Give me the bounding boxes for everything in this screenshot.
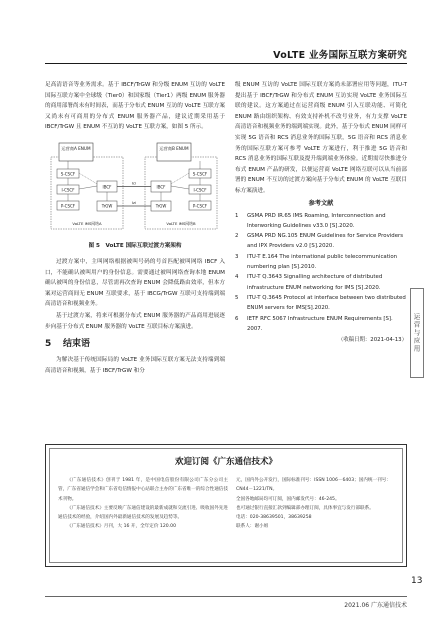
reference-number: 5: [235, 294, 239, 301]
reference-number: 2: [235, 233, 239, 240]
architecture-diagram: [45, 139, 225, 239]
subscription-contact-phone: 电话：020-38639501，38639258: [236, 515, 312, 521]
reference-text: ITU-T Q.3645 Protocol at interface between two distributed ENUM servers for IMS[S].2020.: [247, 294, 406, 312]
reference-text: GSMA PRD IR.65 IMS Roaming, Interconnection and Interworking Guidelines v33.0 [S].2020.: [247, 212, 386, 229]
a-trgw: TrGW: [101, 203, 113, 209]
section-number: 5: [45, 339, 52, 350]
subscription-paragraph: 《广东通信技术》月刊，大 16 开，全年定价 120.00: [67, 524, 176, 530]
running-title: VoLTE 业务国际互联方案研究: [273, 50, 407, 61]
figure-caption: 图 5 VoLTE 国际互联过渡方案架构: [88, 242, 182, 249]
section-heading: [45, 338, 225, 350]
network-b-label: VoLTE IMS网络B: [166, 220, 196, 226]
enum-b-label: 运营商B ENUM: [159, 145, 189, 151]
section-title: 结束语: [63, 339, 91, 350]
section-side-tab: [410, 288, 424, 378]
ici-link-label: Ici: [131, 180, 137, 186]
izi-link-label: Izi: [131, 199, 137, 205]
network-a-label: VoLTE IMS网络A: [72, 220, 102, 226]
side-tab-label: 运营与应用: [412, 313, 421, 353]
figure-5: [45, 139, 225, 239]
a-icscf: I-CSCF: [61, 187, 75, 193]
a-scscf: S-CSCF: [60, 171, 76, 177]
references-list: [235, 211, 407, 335]
reference-text: IETF RFC 5067 Infrastructure ENUM Requirements [S]. 2007.: [247, 315, 393, 332]
subscription-line: 也可通过银行直接汇款到编辑部办理订阅，具体事宜与发行部联系。: [236, 505, 374, 511]
reference-text: GSMA PRD NG.105 ENUM Guidelines for Service Providers and IPX Providers v2.0 [S].2020.: [247, 233, 404, 250]
right-column: [235, 80, 407, 346]
left-column: [45, 80, 225, 377]
subscription-contact-person: 联系人：谢小姐: [236, 524, 269, 530]
subscription-line: 元，国内外公开发行，国际标准刊号：ISSN 1006－6403；国内统一刊号：CN44－1221/TN。: [236, 478, 391, 493]
subscription-title: 欢迎订阅《广东通信技术》: [174, 457, 277, 467]
subscription-line: 全国各地邮局均可订阅，国内邮发代号：46-245。: [236, 496, 340, 502]
reference-item: [235, 272, 407, 293]
a-ibcf: IBCF: [102, 184, 112, 190]
reference-number: 6: [235, 315, 239, 322]
body-paragraph: 级 ENUM 互访的 VoLTE 国际互联方案尚未部署应用等问题，ITU-T 提出基于 IBCF/TrGW 和分布式 ENUM 互访实现 VoLTE 业务国际互联的建议。这方案通过在运营商级 ENUM 引入互联功能、可简化 ENUM 路由组织架构、有效支持补机不改号业务，有力支撑 VoLTE 高清语音和视频业务的端到端实现。此外，基于分布式 ENUM 同样可实现 5G 语音和 RCS 消息业务的国际互联，5G 语音和 RCS 消息业务的国际互联方案可参考 VoLTE 方案进行，利于推进 5G 语音和 RCS 消息业务的国际互联及提升端到端业务体验。近期需尽快推进分布式 ENUM 产品的研发，以便运营商 VoLTE 网络互联可以从当前部署的 ENUM 不互访的过渡方案向基于分布式 ENUM 的 VoLTE 互联目标方案演进。: [235, 82, 407, 194]
a-pcscf: P-CSCF: [60, 203, 76, 209]
references-heading: 参考文献: [308, 199, 334, 207]
running-title-rule: [45, 63, 407, 64]
b-scscf: S-CSCF: [192, 171, 208, 177]
reference-item: [235, 211, 407, 232]
subscription-right-text: [236, 476, 396, 532]
footer-issue: 2021.06 广东通信技术: [344, 602, 407, 609]
body-paragraph: 过渡方案中，主叫网络根据被叫号码的号首匹配被叫网络 IBCF 入口，不能确认被叫用户的身份信息。需要通过被叫网络查询本地 ENUM 确认被叫的身份信息，尽管需再次查询 ENUM 会降低路由效率，但本方案对运营商间无 ENUM 互联要求，基于 IBCG/TrGW 互联可支持端到端高清语音和视频业务。: [45, 258, 225, 308]
reference-item: [235, 252, 407, 273]
reference-number: 1: [235, 212, 239, 219]
b-ibcf: IBCF: [156, 184, 166, 190]
body-paragraph: 足高清语音等业务需求。基于 IBCF/TrGW 和分级 ENUM 互访的 VoLTE 国际互联方案中全球级（Tier0）和国家级（Tier1）两级 ENUM 服务器的商用部署尚未有时间表，而基于分布式 ENUM 互访的 VoLTE 互联方案又尚未有可商用的分布式 ENUM 服务器产品，建议近期采用基于 IBCF/TrGW 且 ENUM 不互访的 VoLTE 互联方案，如图 5 所示。: [45, 82, 225, 131]
reference-number: 4: [235, 274, 239, 281]
reference-item: [235, 293, 407, 314]
b-pcscf: P-CSCF: [192, 203, 208, 209]
reference-item: [235, 231, 407, 252]
reference-item: [235, 314, 407, 335]
subscription-paragraph: 《广东通信技术》创刊于 1981 年，是中国电信股份有限公司广东分公司主管，广东省通信学会和广东省电信情报中心站联合主办的广东省唯一的综合性通信技术刊物。: [58, 478, 228, 502]
reference-text: ITU-T Q.3643 Signalling architecture of distributed infrastructure ENUM networking for IMS [S].2020.: [247, 274, 383, 291]
body-paragraph: 为解决基于传统国际局的 VoLTE 业务国际互联方案无法支持端到端高清语音和视频，基于 IBCF/TrGW 和分: [45, 357, 225, 374]
subscription-paragraph: 《广东通信技术》主要反映广东通信建设的最新成就和交流引进、吸收国外先进通信技术的经验，介绍国内外最新通信技术的发展及趋势等。: [58, 505, 228, 521]
footer-rule: [45, 596, 407, 597]
body-paragraph: 基于过渡方案，将来可根据分布式 ENUM 服务器的产品商用进展逐步向基于分布式 ENUM 服务器的 VoLTE 互联目标方案演进。: [45, 312, 225, 330]
page-number: 13: [411, 576, 423, 586]
received-date: （收稿日期：2021-04-13）: [337, 337, 407, 344]
b-trgw: TrGW: [155, 203, 167, 209]
enum-a-label: 运营商A ENUM: [61, 145, 91, 151]
reference-text: ITU-T E.164 The international public telecommunication numbering plan [S].2010.: [247, 253, 398, 271]
reference-number: 3: [235, 253, 239, 260]
b-icscf: I-CSCF: [193, 187, 207, 193]
subscription-box: [45, 444, 407, 567]
subscription-left-text: [58, 476, 228, 532]
